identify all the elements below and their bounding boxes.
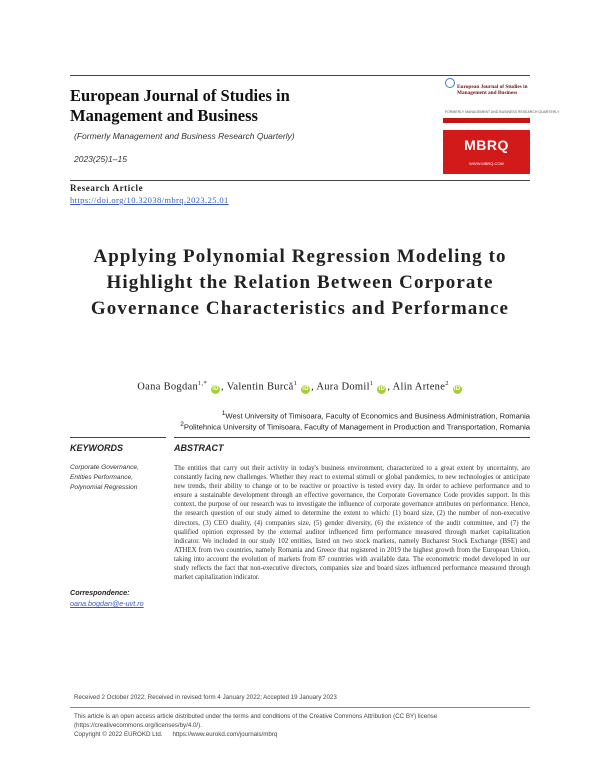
- keyword-item: Polynomial Regression: [70, 484, 138, 491]
- logo-title: European Journal of Studies in Management and Business: [457, 84, 528, 96]
- abstract-heading: ABSTRACT: [174, 443, 224, 453]
- copyright-line: [74, 731, 277, 738]
- keyword-list: [70, 463, 166, 493]
- header-bottom-rule: [70, 180, 530, 181]
- logo-url: WWW.MBRQ.COM: [469, 161, 504, 166]
- journal-issue: 2023(25)1–15: [74, 154, 127, 164]
- affiliation-text: West University of Timisoara, Faculty of Economics and Business Administration, Romania: [225, 411, 530, 421]
- affiliation-text: Politehnica University of Timisoara, Faculty of Management in Production and Transportation, Romania: [183, 422, 530, 432]
- orcid-icon[interactable]: iD: [453, 385, 461, 392]
- author-name: Aura Domil: [316, 381, 370, 393]
- journal-subtitle: (Formerly Management and Business Research Quarterly): [74, 131, 295, 141]
- author-sup: 2: [445, 380, 449, 387]
- received-dates: Received 2 October 2022; Received in revised form 4 January 2022; Accepted 19 January 2023: [74, 694, 337, 701]
- keyword-item: Entities Performance,: [70, 474, 134, 481]
- author-sup: 1: [293, 380, 298, 387]
- author-name: Oana Bogdan: [137, 381, 199, 393]
- abstract-rule: [174, 437, 530, 438]
- correspondence-email-link[interactable]: oana.bogdan@e-uvt.ro: [70, 599, 144, 608]
- author-name: Valentin Burcă: [226, 381, 294, 393]
- article-type: Research Article: [70, 183, 144, 193]
- logo-band: [443, 118, 530, 123]
- author-name: Alin Artene: [392, 381, 446, 393]
- author-list: Oana Bogdan$^{1,*}$ iD , Valentin Burcă$^1$ iD , Aura Domil$^1$ iD , Alin Artene$^2$ iD: [137, 380, 461, 393]
- doi-link[interactable]: https://doi.org/10.32038/mbrq.2023.25.01: [70, 195, 229, 205]
- affiliation-sup: 1: [221, 410, 226, 417]
- author-sup: 1,*: [198, 380, 208, 387]
- author-sup: 1: [369, 380, 374, 387]
- copyright-text: Copyright © 2022 EUROKD Ltd.: [74, 731, 163, 738]
- logo-acronym: MBRQ: [464, 137, 509, 153]
- footer-rule: [70, 707, 530, 708]
- orcid-icon[interactable]: iD: [378, 385, 386, 392]
- orcid-icon[interactable]: iD: [212, 385, 219, 392]
- keywords-heading: KEYWORDS: [70, 443, 124, 453]
- logo-subtitle: FORMERLY MANAGEMENT AND BUSINESS RESEARCH QUARTERLY: [445, 110, 560, 114]
- journal-title: European Journal of Studies in Management and Business: [70, 86, 290, 125]
- keyword-item: Corporate Governance,: [70, 464, 139, 471]
- logo-emblem-icon: [445, 78, 455, 88]
- orcid-icon[interactable]: iD: [302, 385, 309, 392]
- journal-logo: [443, 74, 560, 176]
- sidebar-rule: [70, 437, 166, 438]
- abstract-text: The entities that carry out their activity in today's business environment, characterized to a great extent by uncertainty, are constantly facing new challenges. Whether they react to external stimuli or global pandemics, to new technologies or anticipate new trends, their ability to change or to be reactive or proactive is tested every day. In order to achieve performance and to ensure a sustainable development through an effective governance, the Corporate Governance Code provides support. In this context, the purpose of our research was to investigate the influence of corporate governance attributes on performance. Hence, the research question of our study aimed to determine the extent to which: (1) board size, (2) the number of non-executive directors, (3) CEO duality, (4) companies size, (5) gender diversity, (6) the existence of the audit committee, and (7) the qualified opinion expressed by the external auditor influenced firm performance measured through market capitalization indicator. We included in our study 102 entities, listed on two stock markets, namely Bucharest Stock Exchange (BSE) and ATHEX from two countries, namely Romania and Greece that registered in 2019 the highest growth from the European Union, taking into account the evolution of markets from 87 countries with available data. The econometric model developed in our study reflects the fact that non-executive directors, companies size and board sizes influenced performance measured through market capitalization indicator.: [174, 465, 530, 582]
- journal-url-link[interactable]: https://www.eurokd.com/journals/mbrq: [172, 731, 278, 738]
- article-title: Applying Polynomial Regression Modeling to Highlight the Relation Between Corporate Governance Characteristics and Performance: [90, 246, 510, 319]
- affiliation: [70, 410, 530, 421]
- affiliation-sup: 2: [180, 421, 184, 428]
- correspondence-heading: Correspondence:: [70, 588, 130, 597]
- abstract-section: [174, 437, 530, 582]
- keywords-sidebar: [70, 437, 166, 608]
- affiliation: [70, 421, 530, 432]
- license-text: This article is an open access article distributed under the terms and conditions of the Creative Commons Attribution (CC BY) license (https://creativecommons.org/licenses/by/4.0/).: [74, 713, 438, 729]
- logo-red-block: [443, 130, 530, 174]
